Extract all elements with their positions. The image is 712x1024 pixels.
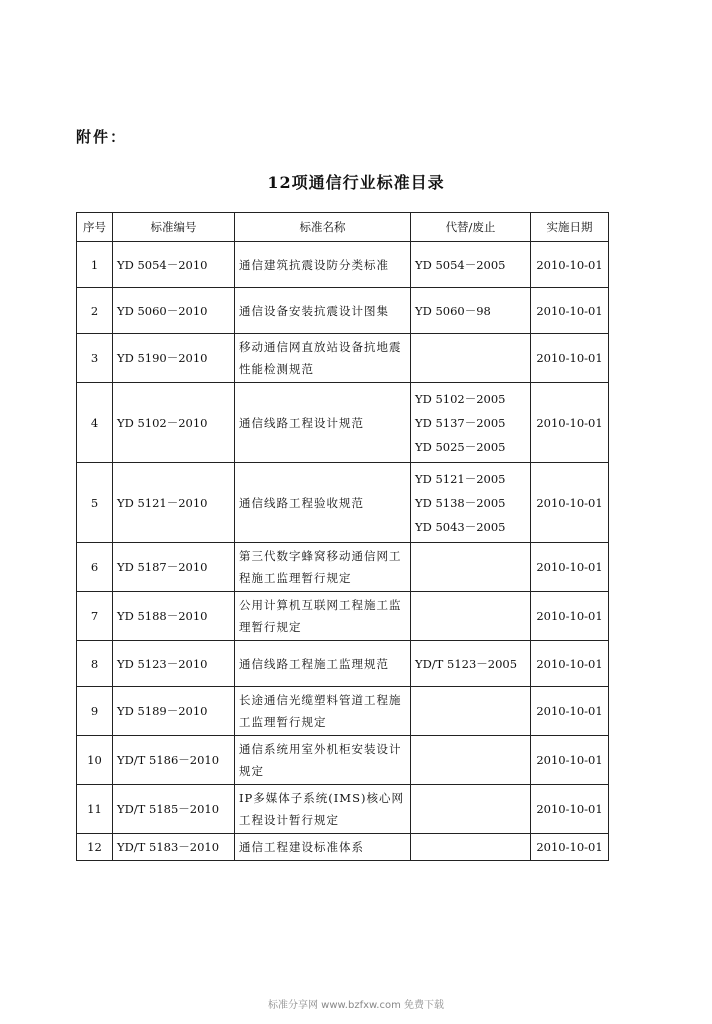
standard-name: 公用计算机互联网工程施工监理暂行规定 — [235, 592, 411, 641]
replaced-standards — [411, 641, 531, 687]
standard-code: YD/T 5186－2010 — [113, 736, 235, 785]
standard-code: YD 5102－2010 — [113, 383, 235, 463]
effective-date: 2010-10-01 — [531, 242, 609, 288]
table-row — [77, 383, 609, 463]
effective-date: 2010-10-01 — [531, 383, 609, 463]
standards-table — [76, 212, 609, 861]
replaced-standards — [411, 687, 531, 736]
effective-date: 2010-10-01 — [531, 785, 609, 834]
row-number: 2 — [77, 288, 113, 334]
standard-code: YD 5121－2010 — [113, 463, 235, 543]
effective-date: 2010-10-01 — [531, 288, 609, 334]
header-no: 序号 — [77, 213, 113, 242]
table-header-row — [77, 213, 609, 242]
row-number: 9 — [77, 687, 113, 736]
standard-code: YD/T 5183－2010 — [113, 834, 235, 861]
replaced-standards — [411, 242, 531, 288]
standard-code: YD 5188－2010 — [113, 592, 235, 641]
replaced-standard-code: YD/T 5123－2005 — [415, 656, 518, 671]
table-row — [77, 834, 609, 861]
table-body — [77, 242, 609, 861]
standard-code: YD 5187－2010 — [113, 543, 235, 592]
table-row — [77, 736, 609, 785]
header-date: 实施日期 — [531, 213, 609, 242]
row-number: 6 — [77, 543, 113, 592]
effective-date: 2010-10-01 — [531, 334, 609, 383]
table-row — [77, 463, 609, 543]
row-number: 3 — [77, 334, 113, 383]
standard-name: 通信线路工程设计规范 — [235, 383, 411, 463]
standard-name: 通信线路工程验收规范 — [235, 463, 411, 543]
replaced-standard-code: YD 5102－2005 — [415, 391, 506, 406]
attachment-label: 附件： — [76, 128, 128, 146]
replaced-standard-code: YD 5137－2005 — [415, 415, 506, 430]
table-row — [77, 543, 609, 592]
standard-name: IP多媒体子系统(IMS)核心网工程设计暂行规定 — [235, 785, 411, 834]
effective-date: 2010-10-01 — [531, 687, 609, 736]
replaced-standards — [411, 736, 531, 785]
document-title: 12项通信行业标准目录 — [267, 173, 445, 192]
row-number: 7 — [77, 592, 113, 641]
replaced-standards — [411, 288, 531, 334]
standard-name: 通信线路工程施工监理规范 — [235, 641, 411, 687]
table-row — [77, 592, 609, 641]
table-row — [77, 641, 609, 687]
replaced-standard-code: YD 5060－98 — [415, 303, 491, 318]
replaced-standards — [411, 463, 531, 543]
row-number: 1 — [77, 242, 113, 288]
table-row — [77, 242, 609, 288]
standard-code: YD 5189－2010 — [113, 687, 235, 736]
table-row — [77, 785, 609, 834]
row-number: 5 — [77, 463, 113, 543]
replaced-standard-code: YD 5121－2005 — [415, 471, 506, 486]
effective-date: 2010-10-01 — [531, 543, 609, 592]
standard-name: 通信系统用室外机柜安装设计规定 — [235, 736, 411, 785]
replaced-standards — [411, 543, 531, 592]
replaced-standards — [411, 592, 531, 641]
standard-name: 通信工程建设标准体系 — [235, 834, 411, 861]
replaced-standard-code: YD 5138－2005 — [415, 495, 506, 510]
standard-code: YD 5123－2010 — [113, 641, 235, 687]
effective-date: 2010-10-01 — [531, 463, 609, 543]
replaced-standards — [411, 383, 531, 463]
standard-name: 通信建筑抗震设防分类标准 — [235, 242, 411, 288]
replaced-standards — [411, 834, 531, 861]
table-row — [77, 687, 609, 736]
standard-code: YD 5060－2010 — [113, 288, 235, 334]
standard-name: 通信设备安装抗震设计图集 — [235, 288, 411, 334]
effective-date: 2010-10-01 — [531, 641, 609, 687]
header-replaces: 代替/废止 — [411, 213, 531, 242]
effective-date: 2010-10-01 — [531, 736, 609, 785]
row-number: 4 — [77, 383, 113, 463]
replaced-standard-code: YD 5025－2005 — [415, 439, 506, 454]
header-name: 标准名称 — [235, 213, 411, 242]
replaced-standard-code: YD 5054－2005 — [415, 257, 506, 272]
row-number: 12 — [77, 834, 113, 861]
effective-date: 2010-10-01 — [531, 592, 609, 641]
standard-name: 移动通信网直放站设备抗地震性能检测规范 — [235, 334, 411, 383]
header-code: 标准编号 — [113, 213, 235, 242]
replaced-standard-code: YD 5043－2005 — [415, 519, 506, 534]
standard-code: YD 5054－2010 — [113, 242, 235, 288]
replaced-standards — [411, 334, 531, 383]
row-number: 11 — [77, 785, 113, 834]
row-number: 10 — [77, 736, 113, 785]
standard-code: YD 5190－2010 — [113, 334, 235, 383]
table-row — [77, 288, 609, 334]
effective-date: 2010-10-01 — [531, 834, 609, 861]
table-row — [77, 334, 609, 383]
replaced-standards — [411, 785, 531, 834]
row-number: 8 — [77, 641, 113, 687]
footer-watermark: 标准分享网 www.bzfxw.com 免费下载 — [268, 1000, 444, 1011]
standard-name: 第三代数字蜂窝移动通信网工程施工监理暂行规定 — [235, 543, 411, 592]
standard-name: 长途通信光缆塑料管道工程施工监理暂行规定 — [235, 687, 411, 736]
standard-code: YD/T 5185－2010 — [113, 785, 235, 834]
